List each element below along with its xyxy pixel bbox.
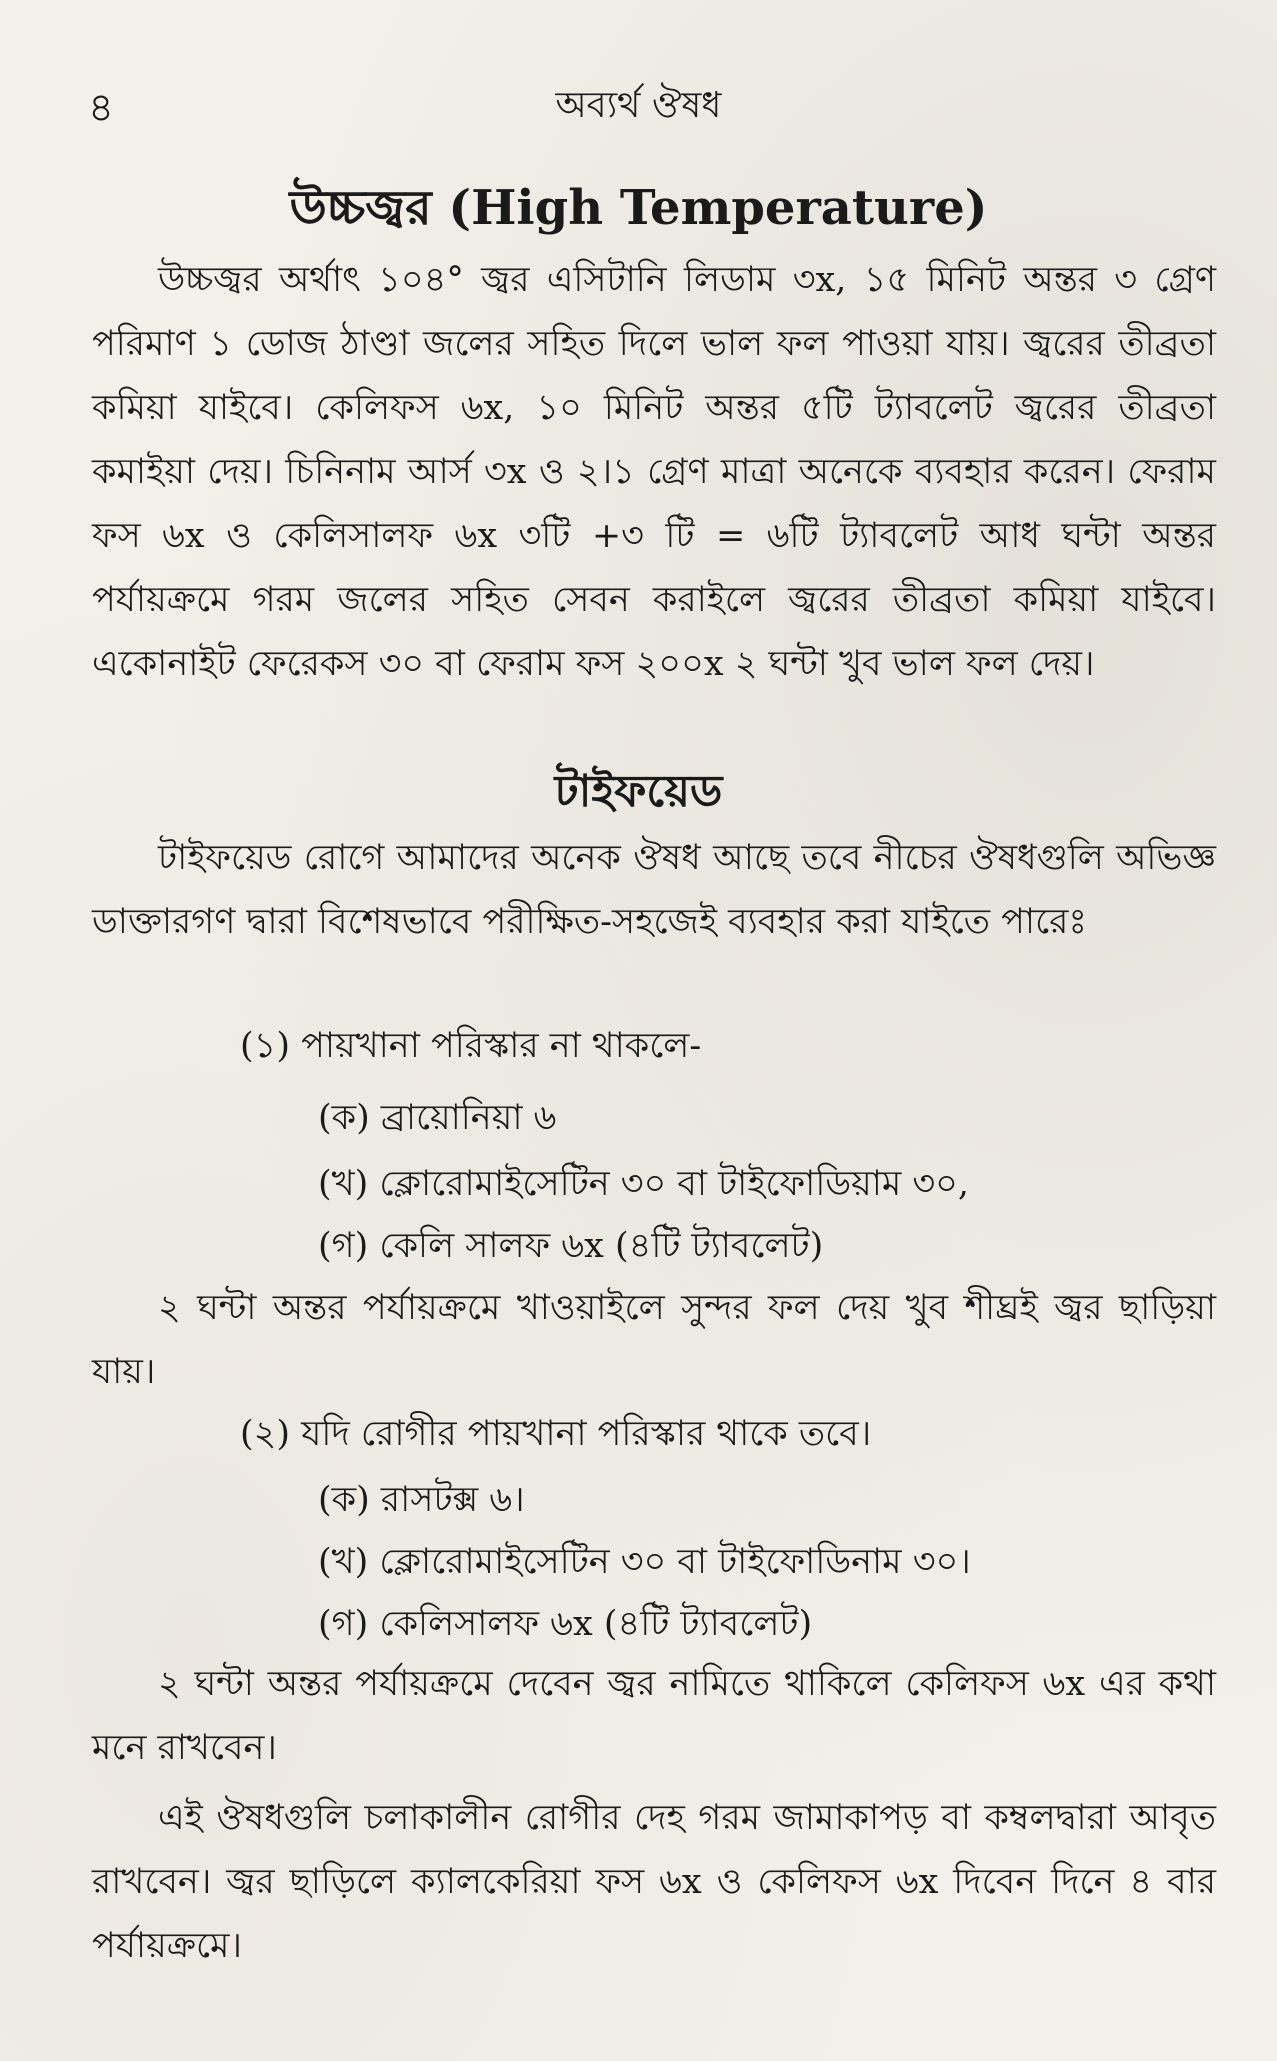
page-number: ৪: [88, 85, 114, 131]
case-2-item: (ক) রাসটক্স ৬।: [318, 1480, 525, 1520]
case-1-item: (গ) কেলি সালফ ৬x (৪টি ট্যাবলেট): [318, 1226, 824, 1266]
case-2-title: (২) যদি রোগীর পায়খানা পরিস্কার থাকে তবে।: [240, 1414, 872, 1454]
typhoid-heading: টাইফয়েড: [554, 766, 723, 817]
case-1-note: ২ ঘন্টা অন্তর পর্যায়ক্রমে খাওয়াইলে সুন্দর ফল দেয় খুব শীঘ্রই জ্বর ছাড়িয়া যায়।: [92, 1288, 1216, 1392]
case-2-item: (খ) ক্লোরোমাইসেটিন ৩০ বা টাইফোডিনাম ৩০।: [318, 1542, 971, 1582]
running-title: অব্যর্থ ঔষধ: [555, 85, 722, 126]
case-1-item: (ক) ব্রায়োনিয়া ৬: [318, 1098, 557, 1138]
high-temperature-text: উচ্চজ্বর অর্থাৎ ১০৪° জ্বর এসিটানি লিডাম ৩x, ১৫ মিনিট অন্তর ৩ গ্রেণ পরিমাণ ১ ডোজ ঠাণ্ডা জলের সহিত দিলে ভাল ফল পাওয়া যায়। জ্বরের তীব্রতা কমিয়া যাইবে। কেলিফস ৬x, ১০ মিনিট অন্তর ৫টি ট্যাবলেট জ্বরের তীব্রতা কমাইয়া দেয়। চিনিনাম আর্স ৩x ও ২।১ গ্রেণ মাত্রা অনেকে ব্যবহার করেন। ফেরাম ফস ৬x ও কেলিসালফ ৬x ৩টি +৩ টি = ৬টি ট্যাবলেট আধ ঘন্টা অন্তর পর্যায়ক্রমে গরম জলের সহিত সেবন করাইলে জ্বরের তীব্রতা কমিয়া যাইবে। একোনাইট ফেরেকস ৩০ বা ফেরাম ফস ২০০x ২ ঘন্টা খুব ভাল ফল দেয়।: [92, 260, 1216, 684]
closing-paragraph: [92, 1786, 1216, 1978]
typhoid-intro-paragraph: [92, 826, 1216, 954]
case-2-item: (গ) কেলিসালফ ৬x (৪টি ট্যাবলেট): [318, 1604, 813, 1644]
case-2-note: ২ ঘন্টা অন্তর পর্যায়ক্রমে দেবেন জ্বর নামিতে থাকিলে কেলিফস ৬x এর কথা মনে রাখবেন।: [92, 1664, 1216, 1768]
case-2-note-paragraph: [92, 1652, 1216, 1780]
typhoid-intro-text: টাইফয়েড রোগে আমাদের অনেক ঔষধ আছে তবে নীচের ঔষধগুলি অভিজ্ঞ ডাক্তারগণ দ্বারা বিশেষভাবে পরীক্ষিত-সহজেই ব্যবহার করা যাইতে পারেঃ: [92, 838, 1216, 942]
high-temperature-paragraph: [92, 248, 1216, 696]
case-1-item: (খ) ক্লোরোমাইসেটিন ৩০ বা টাইফোডিয়াম ৩০,: [318, 1164, 970, 1204]
case-1-title: (১) পায়খানা পরিস্কার না থাকলে-: [240, 1026, 702, 1066]
case-1-note-paragraph: [92, 1276, 1216, 1404]
high-temperature-heading: উচ্চজ্বর (High Temperature): [289, 180, 988, 236]
closing-text: এই ঔষধগুলি চলাকালীন রোগীর দেহ গরম জামাকাপড় বা কম্বলদ্বারা আবৃত রাখবেন। জ্বর ছাড়িলে ক্যালকেরিয়া ফস ৬x ও কেলিফস ৬x দিবেন দিনে ৪ বার পর্যায়ক্রমে।: [92, 1798, 1216, 1966]
